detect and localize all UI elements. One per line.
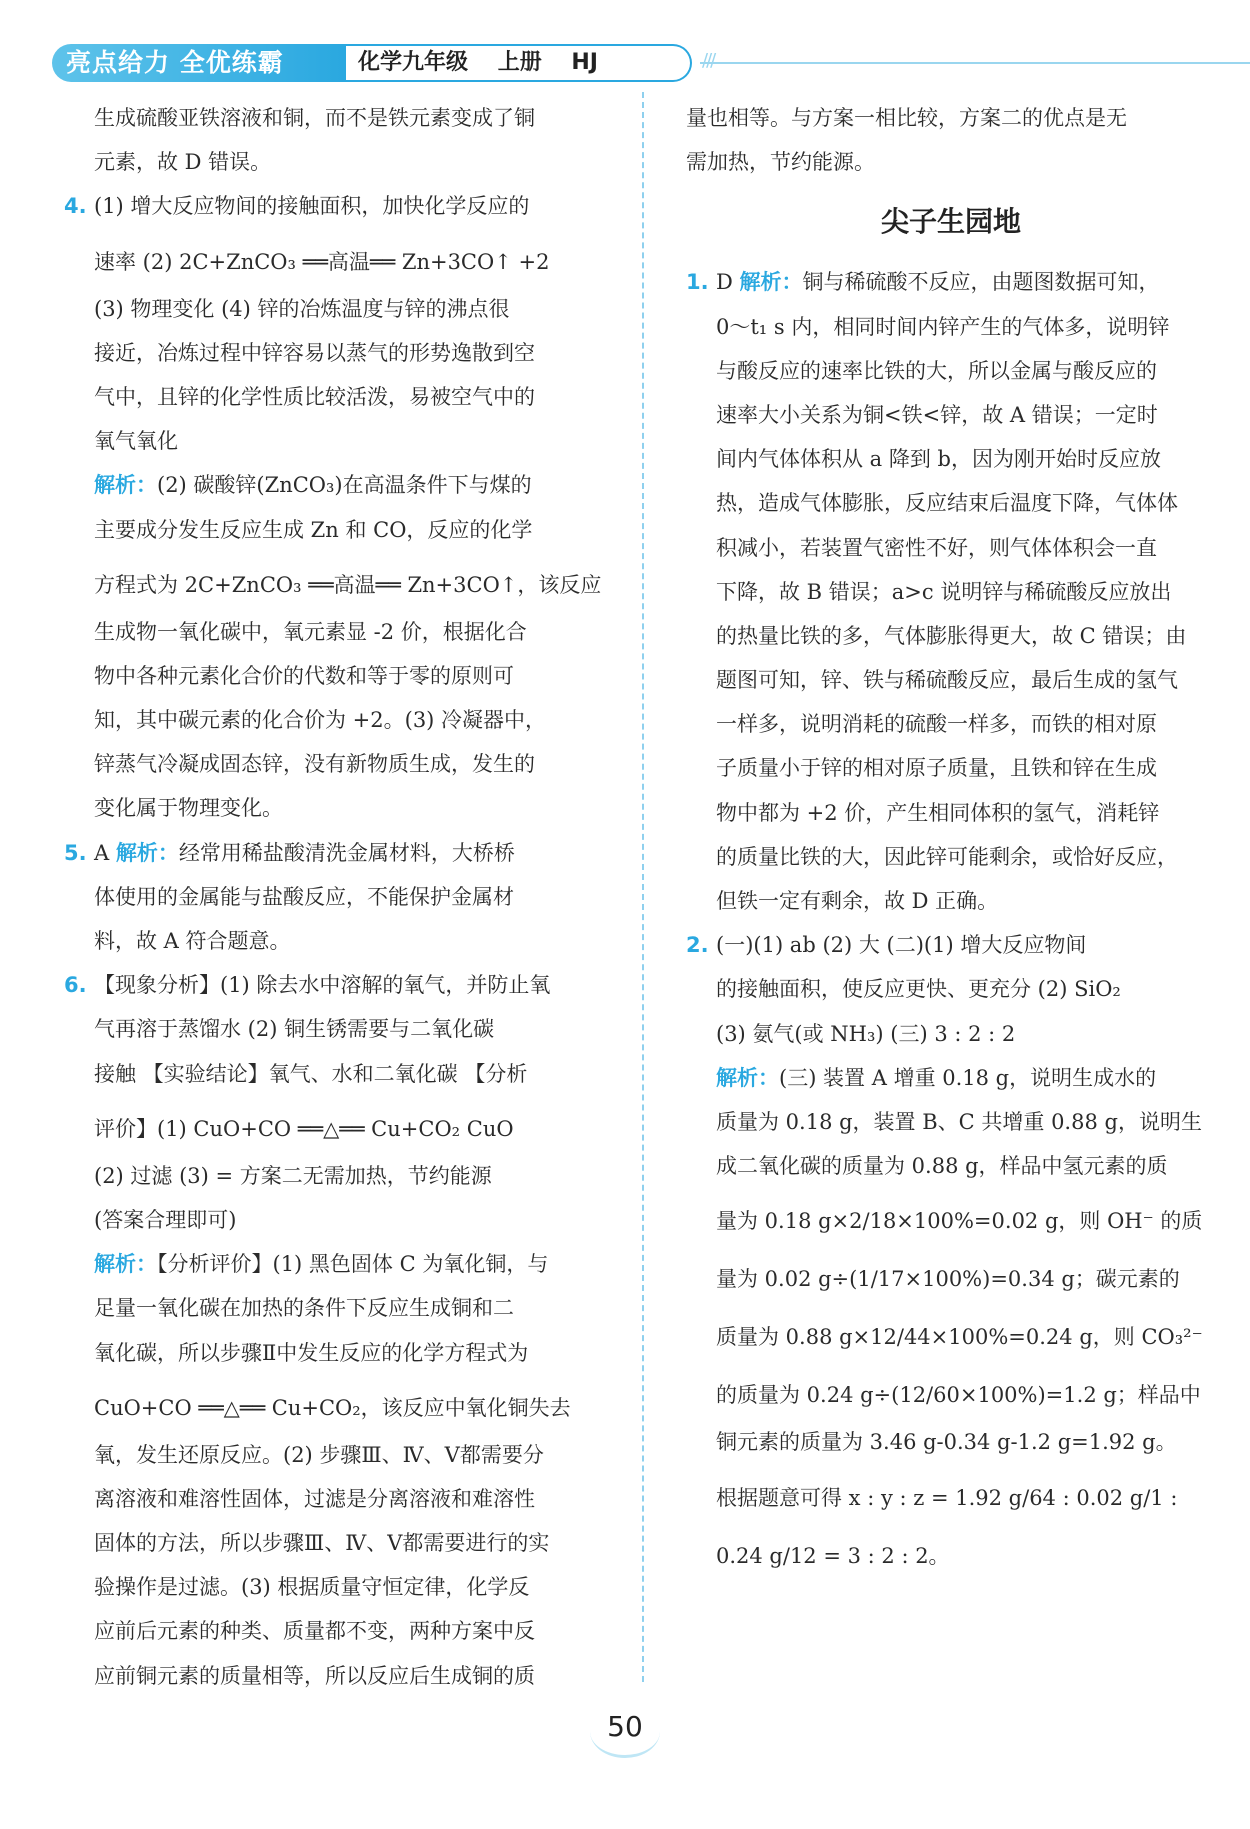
text-line [64, 831, 620, 875]
line-text: 气再溶于蒸馏水 (2) 铜生锈需要与二氧化碳 [94, 1017, 495, 1042]
series-title: 亮点给力 全优练霸 [52, 44, 346, 82]
line-text: 气中，且锌的化学性质比较活泼，易被空气中的 [94, 384, 535, 409]
text-line [64, 331, 620, 375]
line-text: 子质量小于锌的相对原子质量，且铁和锌在生成 [716, 756, 1157, 781]
line-text: 量为 0.18 g×2/18×100%=0.02 g，则 OH⁻ 的质 [716, 1209, 1203, 1234]
line-text: 元素，故 D 错误。 [94, 150, 272, 175]
analysis-label: 解析： [115, 840, 179, 865]
line-text: 铜与稀硫酸不反应，由题图数据可知， [802, 270, 1160, 295]
text-line [686, 1362, 1216, 1420]
line-text: 但铁一定有剩余，故 D 正确。 [716, 889, 999, 913]
text-line [64, 184, 620, 228]
line-text: (一)(1) ab (2) 大 (二)(1) 增大反应物间 [716, 933, 1087, 958]
line-text: 体使用的金属能与盐酸反应，不能保护金属材 [94, 884, 514, 909]
text-line [64, 1331, 620, 1375]
text-line [686, 1144, 1216, 1188]
text-line [686, 1056, 1216, 1100]
line-text: (1) 增大反应物间的接触面积，加快化学反应的 [94, 194, 530, 219]
text-line [686, 1012, 1216, 1056]
text-line [64, 742, 620, 786]
text-line [64, 919, 620, 963]
line-text: (3) 物理变化 (4) 锌的冶炼温度与锌的沸点很 [94, 296, 510, 321]
line-text: 的质量比铁的大，因此锌可能剩余，或恰好反应， [716, 844, 1178, 869]
page-number: 50 [607, 1710, 643, 1743]
header-rule [700, 62, 1250, 64]
line-text: (答案合理即可) [94, 1207, 237, 1232]
line-text: 应前后元素的种类、质量都不变，两种方案中反 [94, 1619, 535, 1644]
line-text: 评价】(1) CuO+CO ══△══ Cu+CO₂ CuO [94, 1116, 514, 1141]
line-text: 物中各种元素化合价的代数和等于零的原则可 [94, 663, 514, 688]
text-line [686, 791, 1216, 835]
line-text: 铜元素的质量为 3.46 g-0.34 g-1.2 g=1.92 g。 [716, 1430, 1177, 1455]
line-text: CuO+CO ══△══ Cu+CO₂，该反应中氧化铜失去 [94, 1395, 571, 1420]
line-text: 的质量为 0.24 g÷(12/60×100%)=1.2 g；样品中 [716, 1383, 1201, 1408]
text-line [64, 287, 620, 331]
text-line [686, 305, 1216, 349]
question-number: 5. [64, 840, 87, 865]
text-line [686, 1100, 1216, 1144]
line-text: 物中都为 +2 价，产生相同体积的氢气，消耗锌 [716, 800, 1160, 825]
text-line [64, 1242, 620, 1286]
text-line [64, 508, 620, 552]
line-text: (3) 氨气(或 NH₃) (三) 3 : 2 : 2 [716, 1021, 1016, 1046]
line-text: 速率大小关系为铜<铁<锌，故 A 错误；一定时 [716, 402, 1158, 427]
line-text: 与酸反应的速率比铁的大，所以金属与酸反应的 [716, 358, 1157, 383]
line-text: 【现象分析】(1) 除去水中溶解的氧气，并防止氧 [94, 973, 551, 998]
line-text: 0～t₁ s 内，相同时间内锌产生的气体多，说明锌 [716, 314, 1170, 339]
text-line [64, 1521, 620, 1565]
text-line [64, 1477, 620, 1521]
text-line [686, 140, 1216, 184]
line-text: 题图可知，锌、铁与稀硫酸反应，最后生成的氢气 [716, 668, 1178, 693]
line-text: 积减小，若装置气密性不好，则气体体积会一直 [716, 535, 1157, 560]
text-line [686, 349, 1216, 393]
subject-label: 化学九年级 [358, 50, 469, 75]
text-line [64, 1654, 620, 1698]
text-line [64, 419, 620, 463]
text-line [64, 875, 620, 919]
right-top-text [686, 96, 1216, 184]
analysis-label: 解析： [739, 270, 803, 295]
text-line [64, 1609, 620, 1653]
line-text: 固体的方法，所以步骤Ⅲ、Ⅳ、Ⅴ都需要进行的实 [94, 1531, 550, 1556]
line-text: 氧，发生还原反应。(2) 步骤Ⅲ、Ⅳ、Ⅴ都需要分 [94, 1442, 544, 1467]
text-line [64, 963, 620, 1007]
line-text: 速率 (2) 2C+ZnCO₃ ══高温══ Zn+3CO↑ +2 [94, 249, 550, 274]
text-line [686, 923, 1216, 967]
line-text: 热，造成气体膨胀，反应结束后温度下降，气体体 [716, 491, 1178, 516]
text-line [64, 654, 620, 698]
text-line [64, 96, 620, 140]
text-line [686, 393, 1216, 437]
line-text: 变化属于物理变化。 [94, 796, 283, 821]
left-column [64, 96, 620, 1698]
text-line [64, 552, 620, 610]
line-text: 的热量比铁的多，气体膨胀得更大，故 C 错误；由 [716, 623, 1187, 648]
text-line [64, 698, 620, 742]
question-number: 4. [64, 194, 87, 219]
text-line [686, 570, 1216, 614]
line-text: 成二氧化碳的质量为 0.88 g，样品中氢元素的质 [716, 1154, 1168, 1179]
line-text: 需加热，节约能源。 [686, 150, 875, 175]
answer-text: A [94, 840, 116, 865]
line-text: 质量为 0.88 g×12/44×100%=0.24 g，则 CO₃²⁻ [716, 1325, 1203, 1350]
text-line [686, 614, 1216, 658]
line-text: 【分析评价】(1) 黑色固体 C 为氧化铜，与 [157, 1252, 549, 1277]
line-text: 质量为 0.18 g，装置 B、C 共增重 0.88 g，说明生 [716, 1109, 1202, 1134]
line-text: 足量一氧化碳在加热的条件下反应生成铜和二 [94, 1296, 514, 1321]
text-line [686, 1420, 1216, 1464]
line-text: 一样多，说明消耗的硫酸一样多，而铁的相对原 [716, 712, 1157, 737]
line-text: 验操作是过滤。(3) 根据质量守恒定律，化学反 [94, 1575, 530, 1600]
text-line [686, 1246, 1216, 1304]
analysis-label: 解析： [716, 1065, 779, 1090]
text-line [64, 1007, 620, 1051]
text-line [686, 835, 1216, 879]
line-text: 料，故 A 符合题意。 [94, 929, 291, 953]
header-slashes: /// [702, 50, 715, 71]
text-line [686, 746, 1216, 790]
text-line [64, 786, 620, 830]
line-text: 0.24 g/12 = 3 : 2 : 2。 [716, 1543, 950, 1568]
text-line [64, 1565, 620, 1609]
text-line [64, 229, 620, 287]
line-text: 生成硫酸亚铁溶液和铜，而不是铁元素变成了铜 [94, 106, 535, 130]
text-line [686, 1304, 1216, 1362]
text-line [64, 610, 620, 654]
text-line [686, 879, 1216, 923]
analysis-label: 解析： [94, 473, 157, 498]
text-line [64, 1198, 620, 1242]
line-text: 氧气氧化 [94, 429, 178, 454]
line-text: 的接触面积，使反应更快、更充分 (2) SiO₂ [716, 977, 1121, 1002]
section-title: 尖子生园地 [880, 205, 1021, 239]
line-text: 锌蒸气冷凝成固态锌，没有新物质生成，发生的 [94, 752, 535, 777]
line-text: 量也相等。与方案一相比较，方案二的优点是无 [686, 106, 1127, 130]
text-line [64, 1433, 620, 1477]
text-line [686, 1465, 1216, 1523]
text-line [64, 1096, 620, 1154]
answer-text: D [716, 270, 740, 295]
text-line [686, 1188, 1216, 1246]
line-text: 根据题意可得 x : y : z = 1.92 g/64 : 0.02 g/1 : [716, 1485, 1178, 1510]
text-line [64, 1286, 620, 1330]
question-number: 6. [64, 973, 87, 998]
text-line [686, 437, 1216, 481]
question-number: 1. [686, 270, 709, 295]
line-text: 方程式为 2C+ZnCO₃ ══高温══ Zn+3CO↑，该反应 [94, 572, 602, 597]
line-text: 经常用稀盐酸清洗金属材料，大桥桥 [178, 840, 515, 865]
page-header [52, 44, 1202, 82]
line-text: 知，其中碳元素的化合价为 +2。(3) 冷凝器中， [94, 708, 547, 733]
text-line [64, 375, 620, 419]
right-column [686, 96, 1216, 1581]
edition-label: HJ [571, 50, 598, 75]
line-text: 下降，故 B 错误；a>c 说明锌与稀硫酸反应放出 [716, 579, 1172, 604]
text-line [686, 260, 1216, 304]
line-text: 量为 0.02 g÷(1/17×100%)=0.34 g；碳元素的 [716, 1267, 1180, 1292]
text-line [686, 658, 1216, 702]
line-text: (三) 装置 A 增重 0.18 g，说明生成水的 [779, 1065, 1157, 1090]
text-line [686, 96, 1216, 140]
book-info [346, 44, 692, 82]
text-line [64, 1154, 620, 1198]
analysis-label: 解析： [94, 1252, 157, 1277]
line-text: (2) 过滤 (3) = 方案二无需加热，节约能源 [94, 1163, 492, 1188]
line-text: 离溶液和难溶性固体，过滤是分离溶液和难溶性 [94, 1486, 535, 1511]
column-divider [642, 92, 644, 1682]
right-answers [686, 260, 1216, 1580]
text-line [64, 1375, 620, 1433]
text-line [686, 481, 1216, 525]
text-line [64, 140, 620, 184]
text-line [64, 1052, 620, 1096]
line-text: 氧化碳，所以步骤Ⅱ中发生反应的化学方程式为 [94, 1340, 529, 1365]
volume-label: 上册 [497, 50, 542, 75]
line-text: 接近，冶炼过程中锌容易以蒸气的形势逸散到空 [94, 340, 535, 365]
line-text: 应前铜元素的质量相等，所以反应后生成铜的质 [94, 1663, 535, 1688]
line-text: 主要成分发生反应生成 Zn 和 CO，反应的化学 [94, 517, 533, 542]
text-line [64, 463, 620, 507]
line-text: 接触 【实验结论】氧气、水和二氧化碳 【分析 [94, 1061, 528, 1086]
line-text: 间内气体体积从 a 降到 b，因为刚开始时反应放 [716, 447, 1161, 472]
question-number: 2. [686, 933, 709, 958]
line-text: 生成物一氧化碳中，氧元素显 -2 价，根据化合 [94, 619, 527, 644]
line-text: (2) 碳酸锌(ZnCO₃)在高温条件下与煤的 [157, 473, 532, 498]
text-line [686, 1523, 1216, 1581]
text-line [686, 526, 1216, 570]
text-line [686, 967, 1216, 1011]
text-line [686, 702, 1216, 746]
